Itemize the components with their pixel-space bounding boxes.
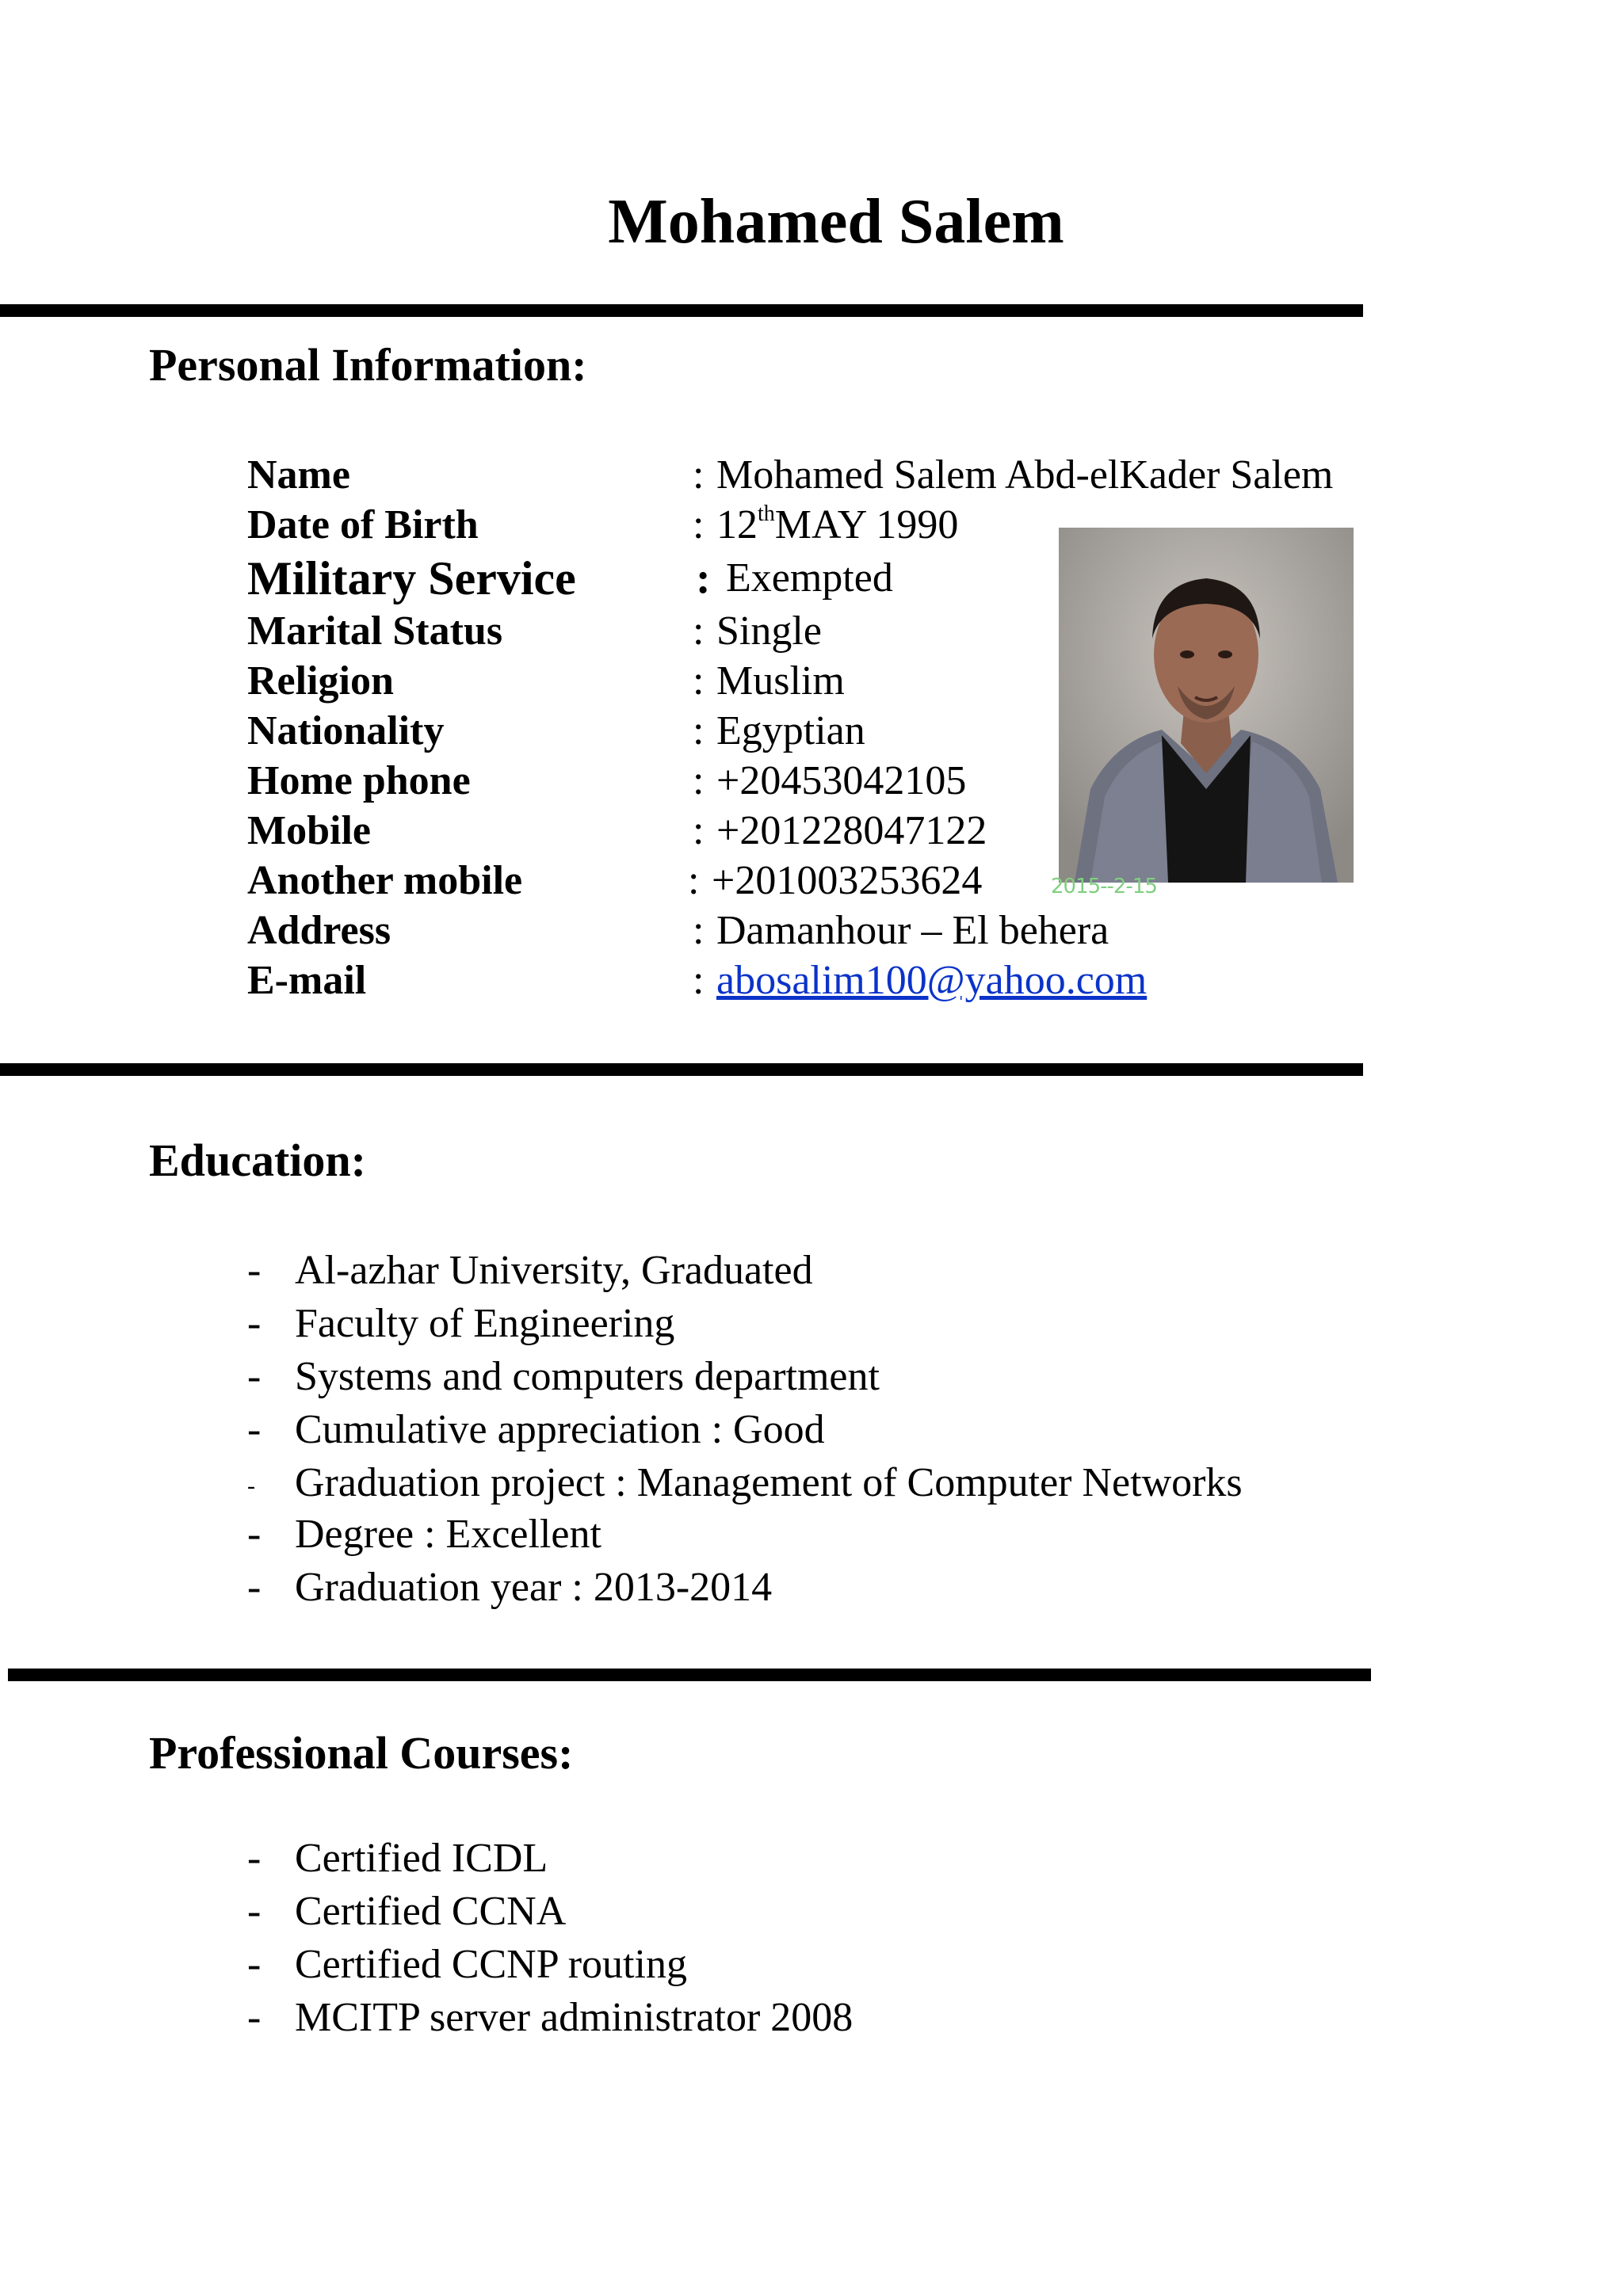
education-item	[247, 1562, 1515, 1613]
divider-education-end	[8, 1669, 1371, 1681]
course-item	[247, 1993, 1515, 2043]
date-of-birth-label: Date of Birth	[247, 502, 479, 547]
marital-status-label: Marital Status	[247, 608, 503, 654]
education-item-text: Cumulative appreciation : Good	[295, 1407, 825, 1452]
date-of-birth-separator: :	[693, 502, 705, 547]
email-value	[716, 955, 1147, 1006]
bullet-dash: -	[247, 1565, 262, 1610]
education-item-text: Graduation project : Management of Computer Networks	[295, 1460, 1243, 1505]
date-of-birth-value	[716, 500, 958, 551]
education-item	[247, 1352, 1515, 1402]
profile-photo-image	[1059, 528, 1354, 883]
name-value: Mohamed Salem Abd-elKader Salem	[716, 452, 1334, 498]
nationality-label: Nationality	[247, 708, 445, 753]
mobile-value: +201228047122	[716, 808, 987, 853]
course-item-text: Certified CCNA	[295, 1889, 567, 1934]
bullet-dash: -	[247, 1407, 262, 1452]
another-mobile-separator: :	[688, 858, 700, 903]
page-title: Mohamed Salem	[608, 187, 1064, 257]
education-item-text: Degree : Excellent	[295, 1512, 601, 1557]
religion-value: Muslim	[716, 658, 845, 704]
photo-date-stamp: 2015--2-15	[1051, 875, 1157, 898]
course-item	[247, 1886, 1515, 1937]
address-separator: :	[693, 908, 705, 953]
religion-label: Religion	[247, 658, 394, 704]
marital-status-separator: :	[693, 608, 705, 654]
bullet-dash: -	[247, 1354, 262, 1399]
course-item	[247, 1833, 1515, 1884]
military-service-separator: :	[696, 554, 711, 603]
military-service-label: Military Service	[247, 552, 576, 605]
courses-heading: Professional Courses:	[149, 1727, 574, 1779]
another-mobile-value: +201003253624	[712, 858, 983, 903]
bullet-dash: -	[247, 1473, 255, 1499]
education-item	[247, 1509, 1515, 1560]
course-item-text: Certified CCNP routing	[295, 1942, 687, 1987]
home-phone-separator: :	[693, 758, 705, 803]
email-separator: :	[693, 958, 705, 1003]
course-item	[247, 1939, 1515, 1990]
email-link[interactable]: abosalim100@yahoo.com	[716, 958, 1148, 1003]
bullet-dash: -	[247, 1512, 262, 1557]
personal-info-heading: Personal Information:	[149, 339, 587, 391]
home-phone-value: +20453042105	[716, 758, 967, 803]
email-label: E-mail	[247, 958, 367, 1003]
another-mobile-label: Another mobile	[247, 858, 523, 903]
education-item-text: Al-azhar University, Graduated	[295, 1248, 813, 1293]
address-value: Damanhour – El behera	[716, 908, 1109, 953]
address-label: Address	[247, 908, 391, 953]
name-label: Name	[247, 452, 350, 498]
course-item-text: MCITP server administrator 2008	[295, 1995, 854, 2040]
nationality-separator: :	[693, 708, 705, 753]
education-item	[247, 1458, 1515, 1508]
education-item	[247, 1245, 1515, 1296]
religion-separator: :	[693, 658, 705, 704]
bullet-dash: -	[247, 1248, 262, 1293]
education-item	[247, 1299, 1515, 1349]
marital-status-value: Single	[716, 608, 822, 654]
bullet-dash: -	[247, 1995, 262, 2040]
name-separator: :	[693, 452, 705, 498]
education-item	[247, 1405, 1515, 1455]
info-row-email	[247, 955, 1436, 1006]
education-item-text: Systems and computers department	[295, 1354, 880, 1399]
divider-top	[0, 304, 1363, 317]
birth-month-year: MAY 1990	[774, 502, 959, 547]
profile-photo	[1059, 528, 1354, 883]
info-row-address	[247, 906, 1436, 956]
birth-day-suffix: th	[758, 502, 775, 526]
info-row-name	[247, 450, 1436, 501]
mobile-separator: :	[693, 808, 705, 853]
education-heading: Education:	[149, 1135, 366, 1186]
course-item-text: Certified ICDL	[295, 1836, 548, 1881]
education-item-text: Graduation year : 2013-2014	[295, 1565, 773, 1610]
bullet-dash: -	[247, 1889, 262, 1934]
mobile-label: Mobile	[247, 808, 371, 853]
nationality-value: Egyptian	[716, 708, 865, 753]
education-item-text: Faculty of Engineering	[295, 1301, 675, 1346]
bullet-dash: -	[247, 1836, 262, 1881]
military-service-value: Exempted	[726, 555, 893, 601]
bullet-dash: -	[247, 1942, 262, 1987]
divider-personal-end	[0, 1063, 1363, 1076]
bullet-dash: -	[247, 1301, 262, 1346]
home-phone-label: Home phone	[247, 758, 471, 803]
birth-day: 12	[716, 502, 758, 547]
